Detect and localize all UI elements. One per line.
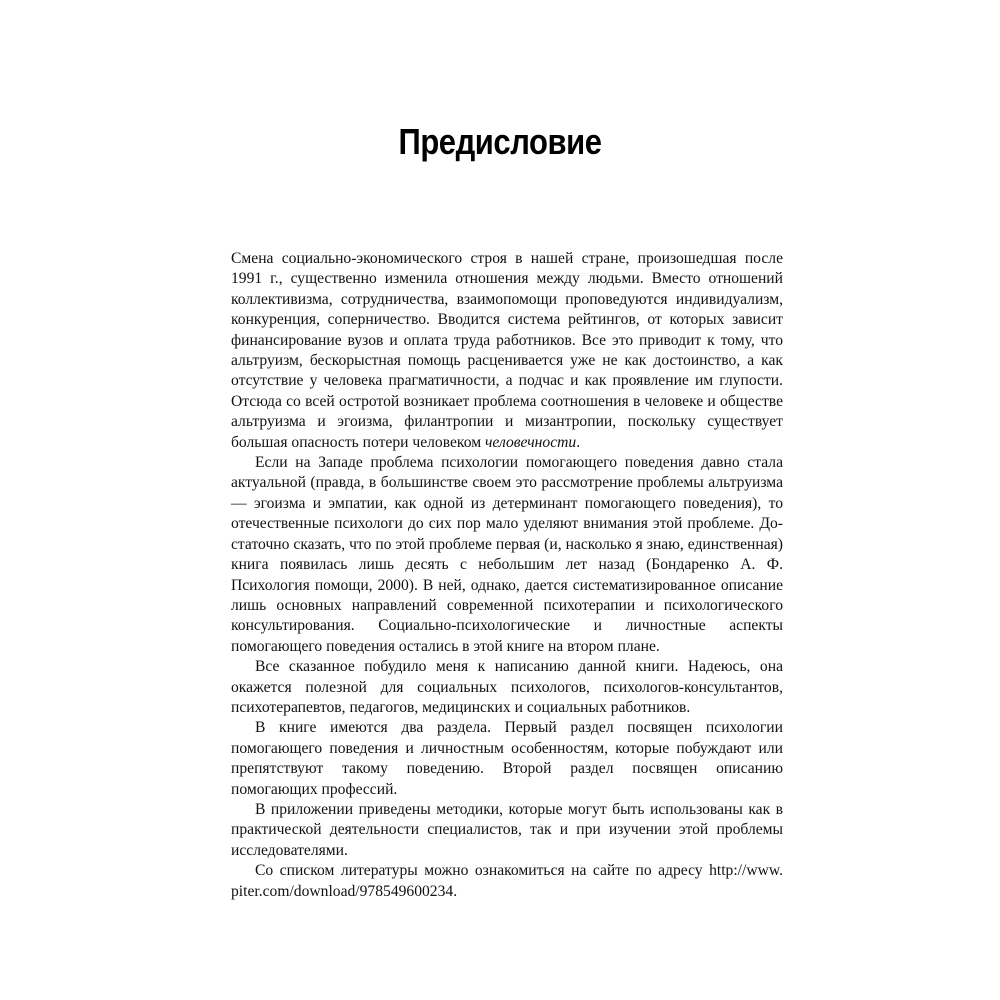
paragraph-5: В приложении приведены методики, которые могут быть использованы как в практической деятельности специалистов, так и при изучении этой проблемы исследователями. [231, 800, 783, 859]
paragraph-1 [231, 249, 783, 453]
page-title: Предисловие [398, 121, 602, 163]
paragraph-1-end: . [576, 433, 581, 451]
paragraph-3: Все сказанное побудило меня к написанию данной книги. Надеюсь, она окажется полезной для социальных психологов, психологов-консультантов, психотерапевтов, педагогов, медицинских и социальных работников. [231, 658, 783, 716]
paragraph-1-italic-word: человечности [484, 433, 577, 451]
paragraph-2: Если на Западе проблема психологии помогающего поведения давно стала актуальной (правда, в большинстве своем это рассмотрение проблемы альтруизма — эгоизма и эмпатии, как одной из детерминант помогающего поведения), то отечественные психологи до сих пор мало уделяют внимания этой проблеме. Достаточно сказать, что по этой проблеме первая (и, насколько я знаю, единственная) книга появилась лишь десять с небольшим лет назад (Бондаренко А. Ф. Психология помощи, 2000). В ней, однако, дается систематизированное описание лишь основных направлений современной психотерапии и психологического консультирования. Социально-психологические и личностные аспекты помогающего поведения остались в этой книге на втором плане. [231, 454, 783, 655]
paragraph-6: Со списком литературы можно ознакомиться на сайте по адресу http://www.​piter.com/download/978549600234. [231, 862, 783, 900]
paragraph-4: В книге имеются два раздела. Первый раздел посвящен психологии помогающего поведения и личностным особенностям, которые побуждают или препятствуют такому поведению. Второй раздел посвящен описанию помогающих профессий. [231, 719, 783, 798]
paragraph-1-text: Смена социально-экономического строя в нашей стране, произошедшая после 1991 г., существенно изменила отношения между людьми. Вместо отношений коллективизма, сотрудничества, взаимопомощи проповедуются индивидуализм, конкуренция, соперничество. Вводится система рейтингов, от которых зависит финансирование вузов и оплата труда работников. Все это приводит к тому, что альтруизм, бескорыстная помощь расценивается уже не как достоинство, а как отсутствие у человека прагматичности, а подчас и как проявление им глупости. Отсюда со всей остротой возникает проблема соотношения в человеке и обществе альтруизма и эгоизма, филантропии и мизантропии, поскольку существует большая опасность потери человеком [231, 250, 783, 451]
preface-body [231, 249, 783, 902]
